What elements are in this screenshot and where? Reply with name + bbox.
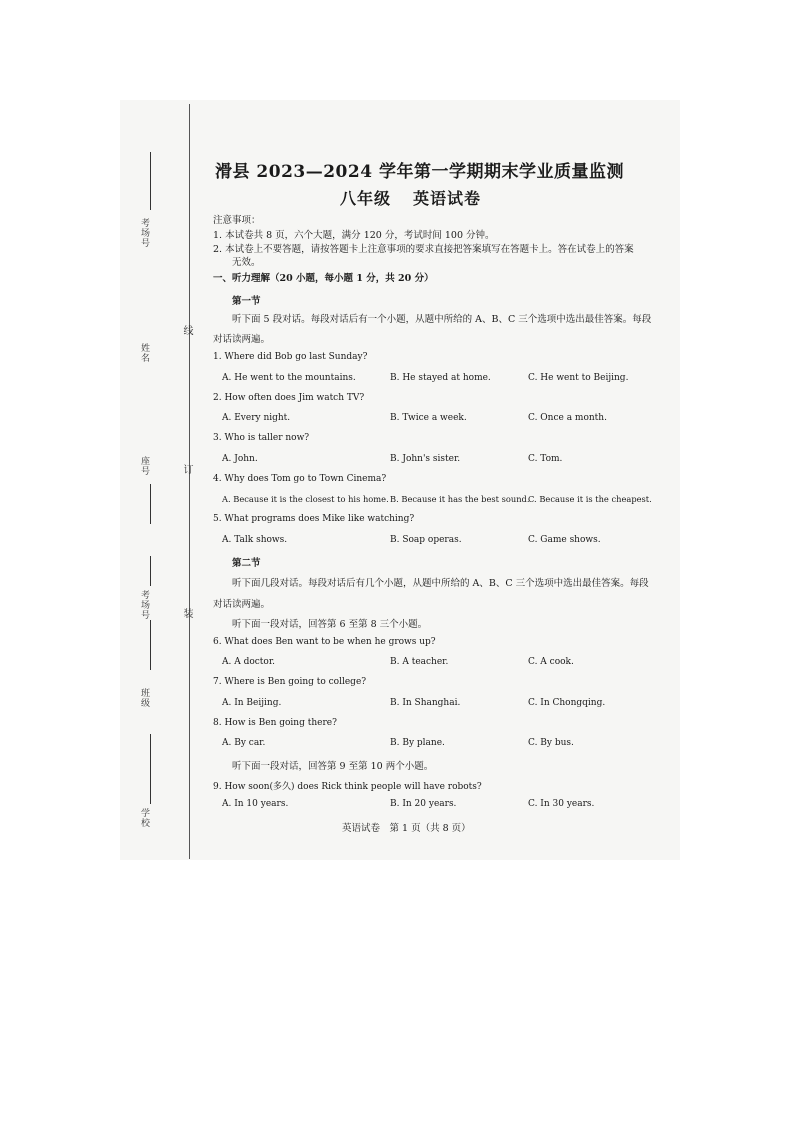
q5-option-a: A. Talk shows.	[222, 535, 288, 545]
question-8: 8. How is Ben going there?	[213, 718, 337, 728]
question-6: 6. What does Ben want to be when he grows up?	[213, 637, 436, 647]
exam-title: 滑县 2023—2024 学年第一学期期末学业质量监测	[215, 162, 624, 182]
q1-option-c: C. He went to Beijing.	[528, 373, 629, 383]
question-7: 7. Where is Ben going to college?	[213, 677, 367, 687]
grade-label: 八年级	[340, 189, 392, 208]
note-item-2-cont: 无效。	[232, 257, 261, 268]
q9-option-a: A. In 10 years.	[222, 799, 289, 809]
seat-rule	[150, 484, 151, 524]
question-3: 3. Who is taller now?	[213, 433, 310, 443]
note-item-2: 2. 本试卷上不要答题，请按答题卡上注意事项的要求直接把答案填写在答题卡上。答在试卷上的答案	[213, 244, 634, 255]
page-footer: 英语试卷 第 1 页（共 8 页）	[342, 823, 471, 834]
q7-option-a: A. In Beijing.	[222, 698, 282, 708]
name-label: 姓名	[139, 343, 149, 363]
q6-option-c: C. A cook.	[528, 657, 574, 667]
q6-option-b: B. A teacher.	[390, 657, 449, 667]
part1-heading: 一、听力理解（20 小题，每小题 1 分，共 20 分）	[213, 273, 434, 284]
binding-line	[189, 104, 190, 859]
q4-option-a: A. Because it is the closest to his home.	[222, 494, 389, 504]
notes-heading: 注意事项：	[213, 215, 261, 226]
q9-option-c: C. In 30 years.	[528, 799, 595, 809]
exam-room-label: 考场号	[139, 590, 149, 620]
q8-option-a: A. By car.	[222, 738, 266, 748]
q5-option-b: B. Soap operas.	[390, 535, 462, 545]
exam-number-rule	[150, 152, 151, 210]
school-rule	[150, 734, 151, 804]
section1-label: 第一节	[232, 296, 261, 307]
exam-room-rule	[150, 556, 151, 586]
q1-option-a: A. He went to the mountains.	[222, 373, 356, 383]
school-label: 学校	[139, 808, 149, 828]
q4-option-c: C. Because it is the cheapest.	[528, 494, 652, 504]
q2-option-c: C. Once a month.	[528, 413, 607, 423]
question-2: 2. How often does Jim watch TV?	[213, 393, 365, 403]
q4-option-b: B. Because it has the best sound.	[390, 494, 530, 504]
q7-option-c: C. In Chongqing.	[528, 698, 606, 708]
question-9: 9. How soon(多久) does Rick think people will have robots?	[213, 782, 482, 792]
question-5: 5. What programs does Mike like watching?	[213, 514, 415, 524]
section2-instruction-1: 听下面几段对话。每段对话后有几个小题，从题中所给的 A、B、C 三个选项中选出最佳答案。每段	[232, 578, 649, 589]
q8-option-c: C. By bus.	[528, 738, 574, 748]
q3-option-a: A. John.	[222, 454, 258, 464]
class-label: 班级	[139, 688, 149, 708]
question-4: 4. Why does Tom go to Town Cinema?	[213, 474, 387, 484]
q1-option-b: B. He stayed at home.	[390, 373, 491, 383]
section2-sub-1: 听下面一段对话，回答第 6 至第 8 三个小题。	[232, 619, 428, 630]
seat-label: 座号	[139, 456, 149, 476]
section2-instruction-2: 对话读两遍。	[213, 599, 271, 610]
section2-sub-2: 听下面一段对话，回答第 9 至第 10 两个小题。	[232, 761, 434, 772]
q7-option-b: B. In Shanghai.	[390, 698, 461, 708]
section1-instruction-2: 对话读两遍。	[213, 334, 271, 345]
seal-char-2: 订	[181, 464, 192, 474]
exam-number-label: 考场号	[139, 218, 149, 248]
section1-instruction-1: 听下面 5 段对话。每段对话后有一个小题，从题中所给的 A、B、C 三个选项中选出最佳答案。每段	[232, 314, 652, 325]
q5-option-c: C. Game shows.	[528, 535, 601, 545]
class-rule	[150, 620, 151, 670]
exam-subtitle	[340, 186, 503, 209]
q9-option-b: B. In 20 years.	[390, 799, 457, 809]
seal-char-3: 装	[181, 608, 192, 618]
section2-label: 第二节	[232, 558, 261, 569]
q2-option-b: B. Twice a week.	[390, 413, 467, 423]
subject-label: 英语试卷	[413, 189, 482, 208]
note-item-1: 1. 本试卷共 8 页，六个大题，满分 120 分，考试时间 100 分钟。	[213, 230, 495, 241]
q8-option-b: B. By plane.	[390, 738, 445, 748]
q3-option-b: B. John's sister.	[390, 454, 461, 464]
q6-option-a: A. A doctor.	[222, 657, 276, 667]
q2-option-a: A. Every night.	[222, 413, 291, 423]
seal-char-1: 线	[181, 325, 192, 335]
question-1: 1. Where did Bob go last Sunday?	[213, 352, 368, 362]
q3-option-c: C. Tom.	[528, 454, 563, 464]
